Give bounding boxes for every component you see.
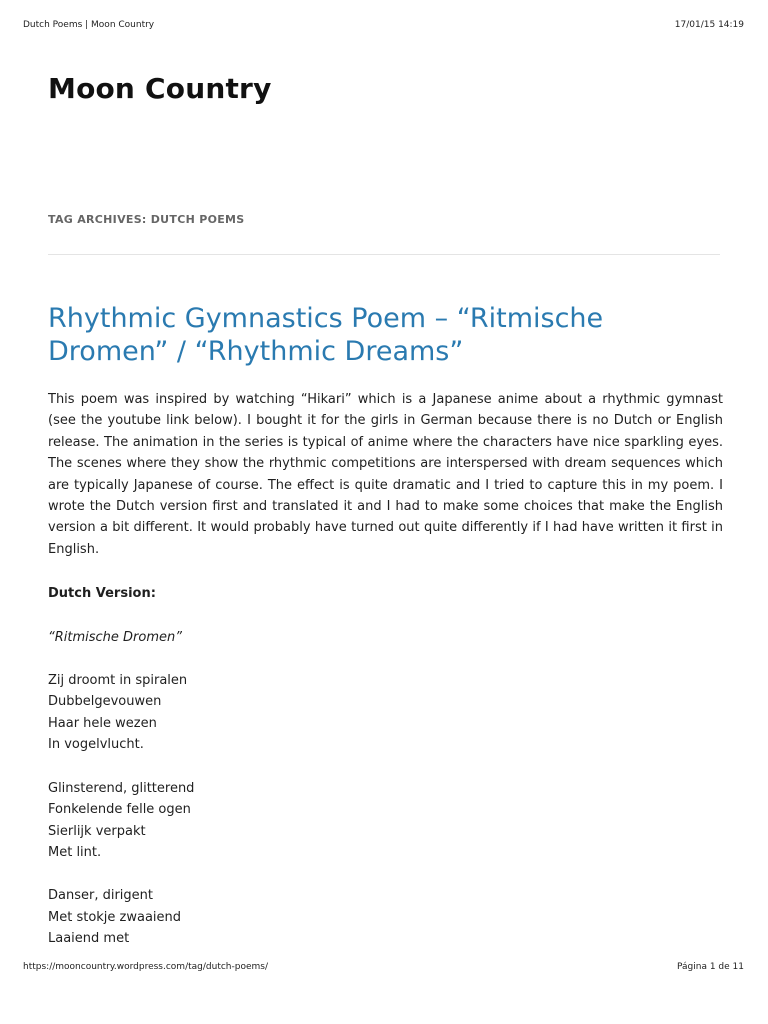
divider (48, 254, 720, 255)
poem-line: Haar hele wezen (48, 715, 157, 731)
print-page-info: Página 1 de 11 (677, 962, 744, 972)
section-heading: Dutch Version: (48, 586, 156, 602)
print-datetime: 17/01/15 14:19 (674, 20, 744, 30)
post-title[interactable]: Rhythmic Gymnastics Poem – “Ritmische Dromen” / “Rhythmic Dreams” (48, 303, 604, 367)
print-url: https://mooncountry.wordpress.com/tag/dutch-poems/ (23, 962, 268, 972)
poem-line: Danser, dirigent (48, 888, 154, 904)
poem-line: Zij droomt in spiralen (48, 673, 188, 689)
post-intro: This poem was inspired by watching “Hikari” which is a Japanese anime about a rhythmic gymnast (see the youtube link below). I bought it for the girls in German because there is no Dutch or English release. The animation in the series is typical of anime where the characters have nice sparkling eyes. The scenes where they show the rhythmic competitions are interspersed with dream sequences which are typically Japanese of course. The effect is quite dramatic and I tried to capture this in my poem. I wrote the Dutch version first and translated it and I had to make some choices that make the English version a bit different. It would probably have turned out quite differently if I had have written it first in English. (48, 392, 723, 557)
poem-line: In vogelvlucht. (48, 737, 144, 753)
print-header (23, 20, 744, 30)
print-page-title: Dutch Poems | Moon Country (23, 20, 155, 30)
site-title[interactable]: Moon Country (48, 72, 272, 105)
archive-label: TAG ARCHIVES: DUTCH POEMS (48, 213, 245, 226)
post-content (48, 389, 723, 950)
poem-line: Met stokje zwaaiend (48, 909, 182, 925)
poem-stanza (48, 885, 723, 949)
poem-line: Glinsterend, glitterend (48, 780, 195, 796)
poem-stanza (48, 670, 723, 756)
poem-stanza (48, 778, 723, 864)
poem-title: “Ritmische Dromen” (48, 629, 182, 645)
poem-line: Fonkelende felle ogen (48, 802, 191, 818)
poem-line: Dubbelgevouwen (48, 694, 162, 710)
poem-line: Met lint. (48, 844, 102, 860)
poem-line: Sierlijk verpakt (48, 823, 146, 839)
poem-line: Laaiend met (48, 931, 130, 947)
print-footer (23, 962, 744, 972)
